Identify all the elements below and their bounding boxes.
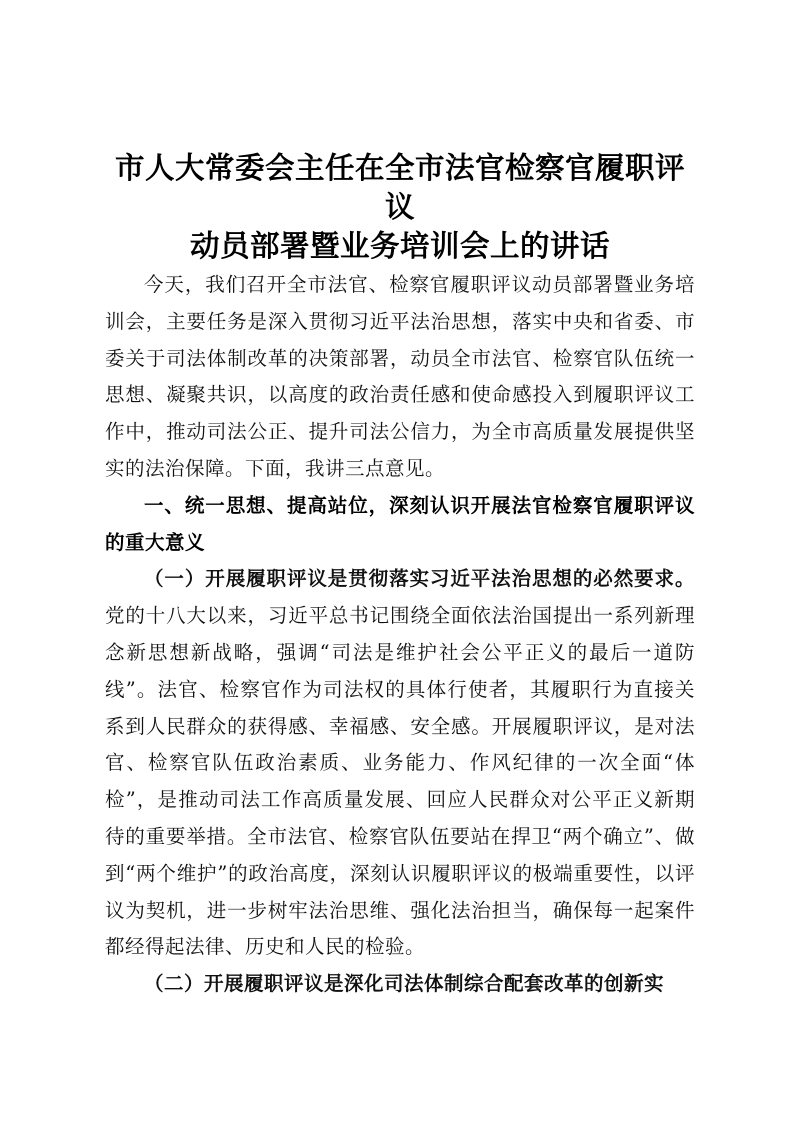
- document-page: [105, 148, 695, 1003]
- title-line-1: 市人大常委会主任在全市法官检察官履职评议: [114, 150, 685, 224]
- intro-paragraph: 今天，我们召开全市法官、检察官履职评议动员部署暨业务培训会，主要任务是深入贯彻习近平法治思想，落实中央和省委、市委关于司法体制改革的决策部署，动员全市法官、检察官队伍统一思想、凝聚共识，以高度的政治责任感和使命感投入到履职评议工作中，推动司法公正、提升司法公信力，为全市高质量发展提供坚实的法治保障。下面，我讲三点意见。: [105, 273, 695, 480]
- subsection-1-body: 党的十八大以来，习近平总书记围绕全面依法治国提出一系列新理念新思想新战略，强调“司法是维护社会公平正义的最后一道防线”。法官、检察官作为司法权的具体行使者，其履职行为直接关系到人民群众的获得感、幸福感、安全感。开展履职评议，是对法官、检察官队伍政治素质、业务能力、作风纪律的一次全面“体检”，是推动司法工作高质量发展、回应人民群众对公平正义新期待的重要举措。全市法官、检察官队伍要站在捍卫“两个确立”、做到“两个维护”的政治高度，深刻认识履职评议的极端重要性，以评议为契机，进一步树牢法治思维、强化法治担当，确保每一起案件都经得起法律、历史和人民的检验。: [105, 604, 695, 959]
- subsection-2-paragraph: [105, 966, 695, 1003]
- document-title: [105, 148, 695, 265]
- section-1-heading: 一、统一思想、提高站位，深刻认识开展法官检察官履职评议的重大意义: [105, 493, 695, 554]
- title-line-2: 动员部署暨业务培训会上的讲话: [189, 228, 610, 263]
- subsection-1-paragraph: [105, 561, 695, 966]
- subsection-1-heading: （一）开展履职评议是贯彻落实习近平法治思想的必然要求。: [144, 567, 695, 591]
- subsection-2-heading: （二）开展履职评议是深化司法体制综合配套改革的创新实: [144, 972, 665, 996]
